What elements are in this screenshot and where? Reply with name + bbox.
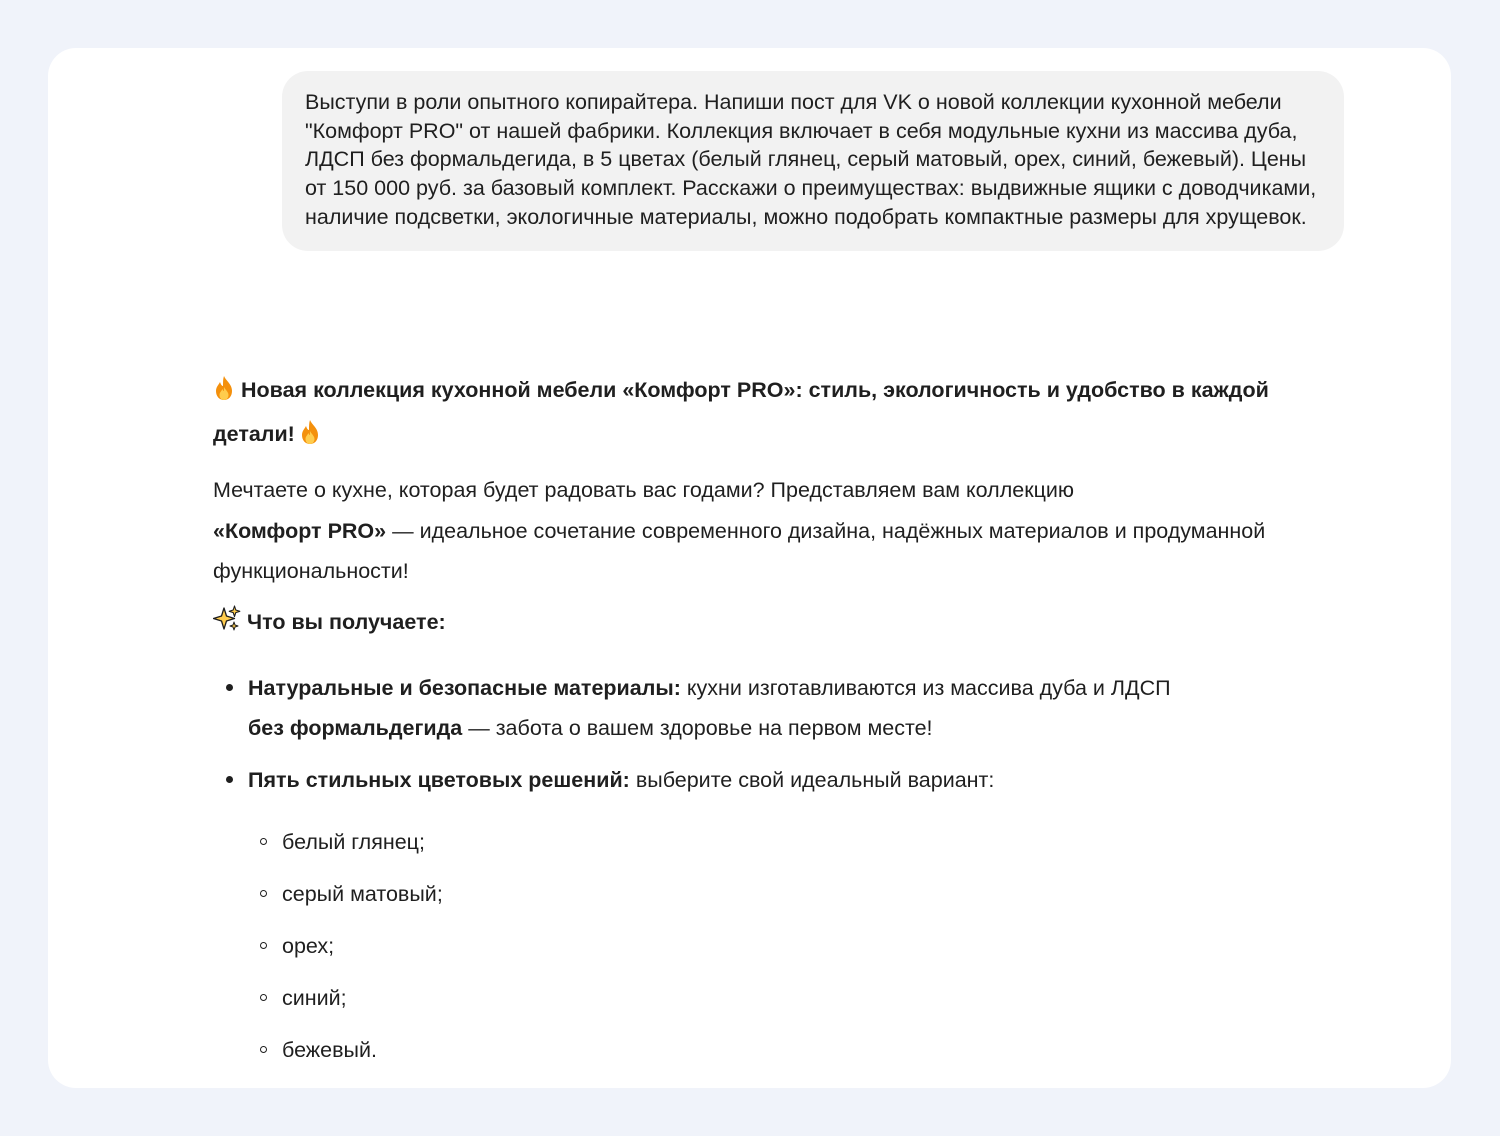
feature-title: Пять стильных цветовых решений: bbox=[248, 767, 630, 792]
list-item: бежевый. bbox=[282, 1030, 1303, 1070]
post-heading-text: Новая коллекция кухонной мебели «Комфорт PRO»: стиль, экологичность и удобство в каждой детали! bbox=[213, 378, 1269, 446]
feature-text: кухни изготавливаются из массива дуба и ЛДСП bbox=[680, 675, 1171, 700]
features-list bbox=[213, 668, 1303, 1070]
list-item bbox=[248, 760, 1303, 1070]
feature-bold: без формальдегида bbox=[248, 715, 463, 740]
list-item: серый матовый; bbox=[282, 874, 1303, 914]
sparkles-icon bbox=[213, 605, 241, 646]
fire-icon bbox=[299, 418, 321, 458]
list-item: белый глянец; bbox=[282, 822, 1303, 862]
fire-icon bbox=[213, 374, 235, 414]
post-subheading-text: Что вы получаете: bbox=[247, 609, 446, 634]
colors-list bbox=[248, 822, 1303, 1070]
list-item: синий; bbox=[282, 978, 1303, 1018]
feature-text-rest: — забота о вашем здоровье на первом месте! bbox=[462, 715, 933, 740]
post-intro-rest: — идеальное сочетание современного дизайна, надёжных материалов и продуманной функциональности! bbox=[213, 518, 1266, 583]
post-intro-bold: «Комфорт PRO» bbox=[213, 518, 387, 543]
list-item bbox=[248, 668, 1303, 748]
user-message: Выступи в роли опытного копирайтера. Напиши пост для VK о новой коллекции кухонной мебели "Комфорт PRO" от нашей фабрики. Коллекция включает в себя модульные кухни из массива дуба, ЛДСП без формальдегида, в 5 цветах (белый глянец, серый матовый, орех, синий, бежевый). Цены от 150 000 руб. за базовый комплект. Расскажи о преимуществах: выдвижные ящики с доводчиками, наличие подсветки, экологичные материалы, можно подобрать компактные размеры для хрущевок. bbox=[282, 71, 1344, 251]
post-intro-text: Мечтаете о кухне, которая будет радовать вас годами? Представляем вам коллекцию bbox=[213, 478, 1075, 502]
assistant-message bbox=[213, 370, 1303, 1082]
feature-title: Натуральные и безопасные материалы: bbox=[248, 675, 681, 700]
post-heading bbox=[213, 370, 1303, 458]
list-item: орех; bbox=[282, 926, 1303, 966]
chat-window bbox=[48, 48, 1451, 1088]
post-subheading bbox=[213, 602, 1303, 646]
feature-text: выберите свой идеальный вариант: bbox=[629, 767, 995, 792]
post-intro bbox=[213, 470, 1303, 592]
